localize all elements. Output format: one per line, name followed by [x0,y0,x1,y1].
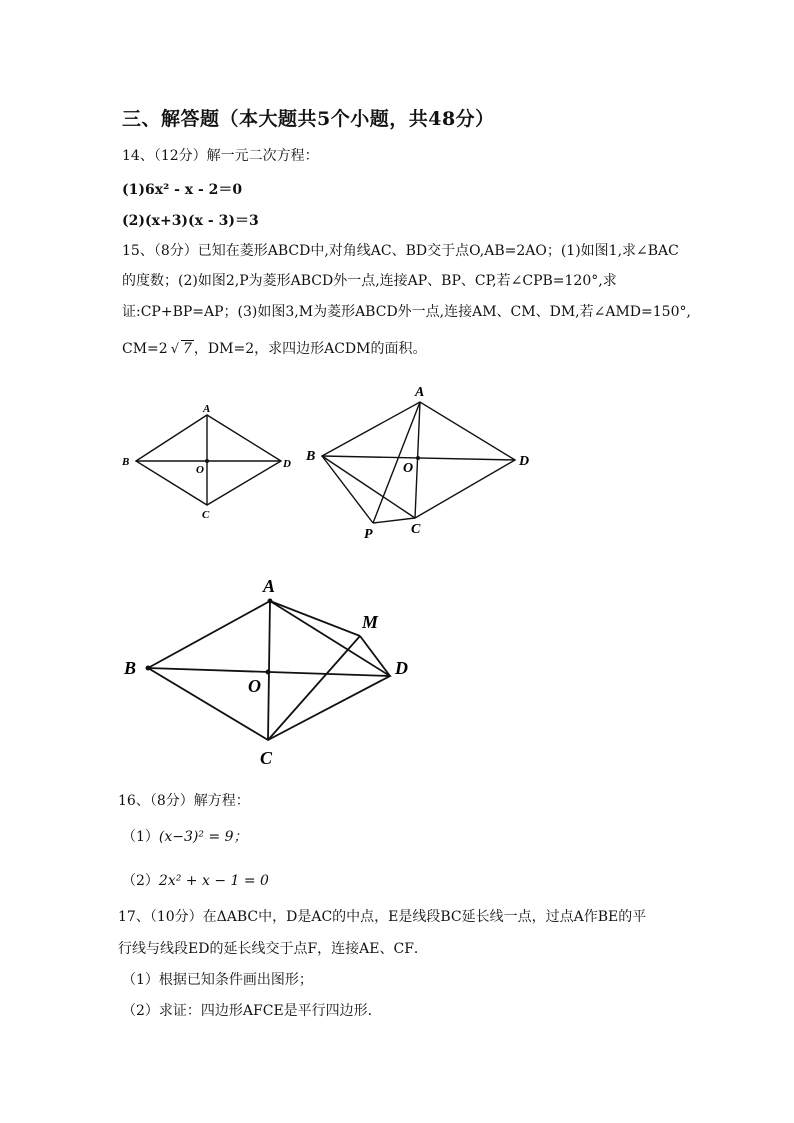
q17-part2: （2）求证：四边形AFCE是平行四边形． [122,1003,382,1019]
fig3-segment-dm [360,636,390,676]
figure-1 [118,398,298,523]
q15-line1: 15、（8分）已知在菱形ABCD中,对角线AC、BD交于点O,AB=2AO；(1)如图1,求∠BAC [122,243,679,259]
fig3-label-b: B [124,658,137,678]
fig3-label-o: O [248,676,261,696]
fig2-label-c: C [411,522,421,537]
q17-line1: 17、（10分）在ΔABC中，D是AC的中点，E是线段BC延长线一点，过点A作BE的平 [118,909,647,925]
q15-line3: 证:CP+BP=AP；(3)如图3,M为菱形ABCD外一点,连接AM、CM、DM,若∠AMD=150°, [122,304,691,320]
fig1-label-c: C [202,509,210,521]
section-title: 三、解答题（本大题共5个小题，共48分） [122,108,495,130]
q14-heading: 14、（12分）解一元二次方程： [122,148,319,164]
q15-line4: CM=2 √ 7 ，DM=2，求四边形ACDM的面积。 [122,341,427,357]
q16-part2-equation: 2x² + x − 1 = 0 [158,873,269,889]
fig3-label-c: C [260,748,273,768]
q15-cm-label: CM=2 [122,341,168,357]
fig2-label-o: O [403,461,414,476]
q14-part1: (1)6x² - x - 2＝0 [122,182,243,198]
fig2-segment-cp [373,518,415,523]
q15-sqrt-value: 7 [182,341,192,357]
fig2-diagonal-ac [415,402,420,518]
fig2-label-d: D [519,454,530,469]
fig2-label-a: A [415,385,425,400]
figure-3 [118,572,418,772]
fig2-label-p: P [364,527,373,542]
q16-part2 [122,870,269,890]
q17-line2: 行线与线段ED的延长线交于点F，连接AE、CF． [118,941,428,957]
q16-heading: 16、（8分）解方程： [118,793,250,809]
fig3-label-a: A [263,576,276,596]
q15-line2: 的度数；(2)如图2,P为菱形ABCD外一点,连接AP、BP、CP,若∠CPB=120°,求 [122,273,617,289]
fig1-label-o: O [196,464,204,476]
fig3-label-d: D [395,658,408,678]
q17-part1: （1）根据已知条件画出图形； [122,972,313,988]
q14-part2: (2)(x+3)(x - 3)＝3 [122,213,259,229]
fig2-segment-bp [322,456,373,523]
fig1-label-d: D [283,458,291,470]
fig3-segment-cm [268,636,360,740]
fig2-label-b: B [306,449,316,464]
q15-cm-tail: ，DM=2，求四边形ACDM的面积。 [193,341,427,357]
q16-part1-label: （1） [122,829,159,845]
q16-part1 [122,826,248,846]
fig3-segment-am [270,601,360,636]
q16-part1-equation: (x−3)² = 9； [158,829,248,845]
fig1-label-b: B [122,456,130,468]
figure-2 [300,378,545,543]
q16-part2-label: （2） [122,873,159,889]
fig1-label-a: A [203,403,211,415]
fig3-label-m: M [362,612,379,632]
